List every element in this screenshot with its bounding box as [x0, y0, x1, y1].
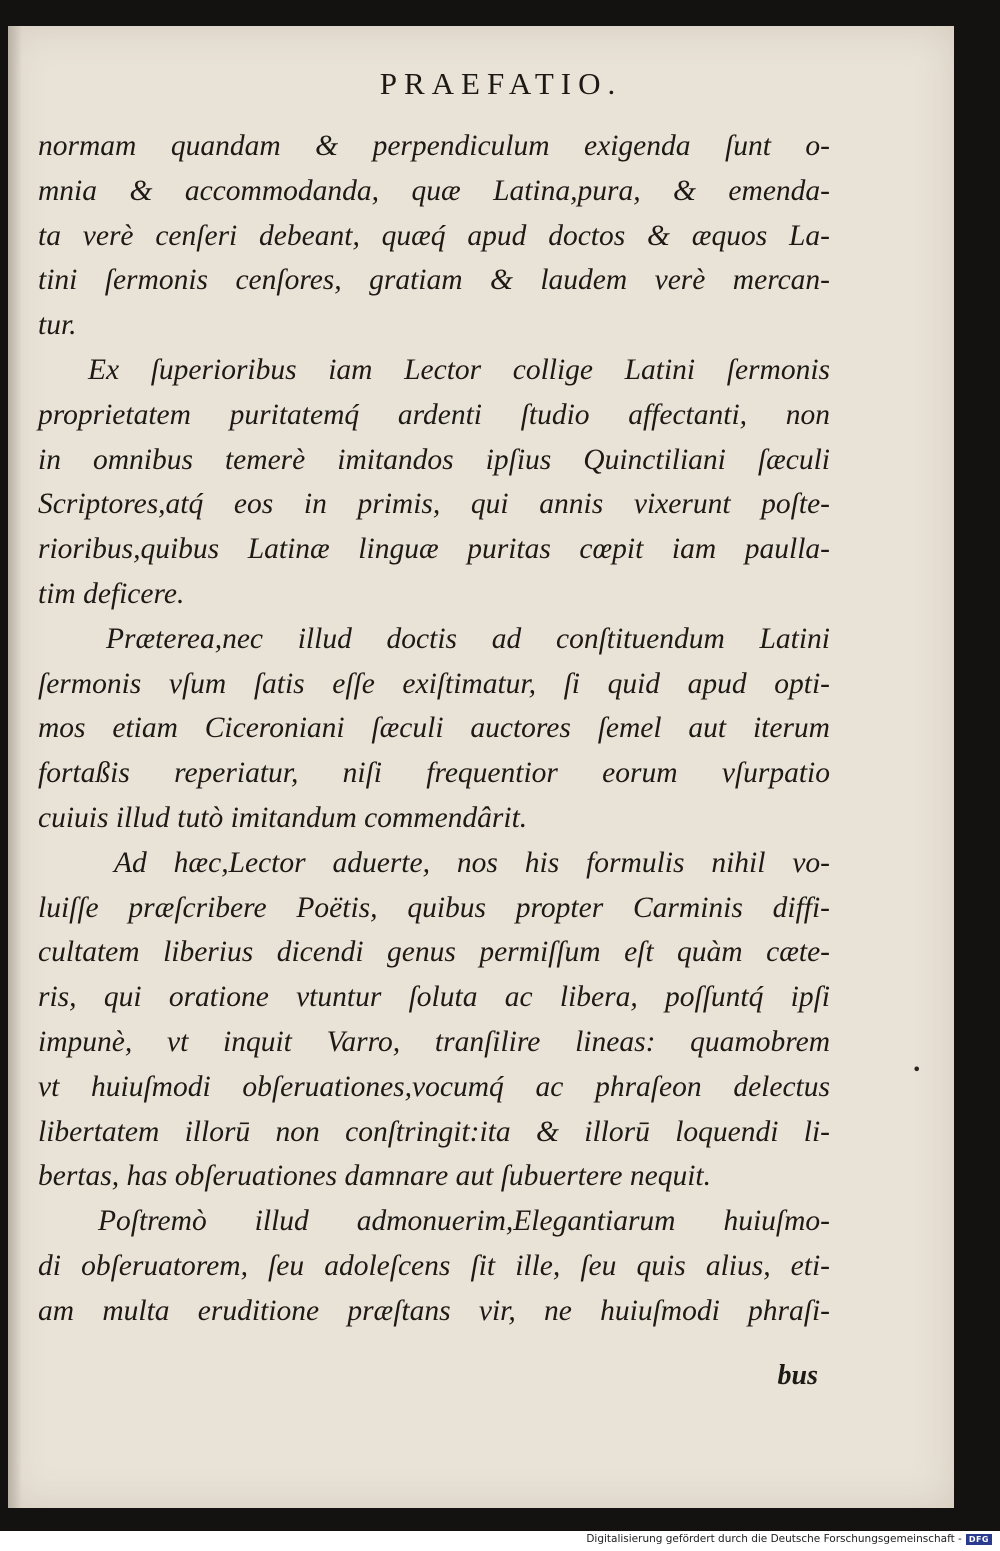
text-line: di obſeruatorem, ſeu adoleſcens ſit ille, ſeu quis alius, eti-	[38, 1249, 830, 1282]
text-line: Poſtremò illud admonuerim,Elegantiarum huiuſmo-	[98, 1205, 830, 1238]
dfg-logo: DFG	[966, 1534, 992, 1545]
text-line: in omnibus temerè imitandos ipſius Quinctiliani ſæculi	[38, 443, 830, 476]
funding-notice: Digitalisierung gefördert durch die Deutsche Forschungsgemeinschaft -	[586, 1533, 962, 1545]
book-page	[8, 26, 954, 1508]
text-line: mos etiam Ciceroniani ſæculi auctores ſemel aut iterum	[38, 712, 830, 745]
text-line: ris, qui oratione vtuntur ſoluta ac libera, poſſuntq́ ipſi	[38, 981, 830, 1014]
text-line: tur.	[38, 309, 77, 342]
text-line: proprietatem puritatemq́ ardenti ſtudio affectanti, non	[38, 398, 830, 431]
page-binding-shadow	[8, 26, 22, 1508]
page-body	[38, 124, 830, 1334]
text-line: libertatem illorū non conſtringit:ita & illorū loquendi li-	[38, 1115, 830, 1148]
text-line: mnia & accommodanda, quæ Latina,pura, & emenda-	[38, 174, 830, 207]
catchword: bus	[777, 1360, 818, 1391]
text-line: Præterea,nec illud doctis ad conſtituendum Latini	[106, 622, 830, 655]
text-line: impunè, vt inquit Varro, tranſilire lineas: quamobrem	[38, 1025, 830, 1058]
text-line: tim deficere.	[38, 577, 185, 610]
text-line: ta verè cenſeri debeant, quæq́ apud doctos & æquos La-	[38, 219, 830, 252]
page-header: PRAEFATIO.	[379, 66, 623, 101]
text-line: bertas, has obſeruationes damnare aut ſubuertere nequit.	[38, 1160, 711, 1193]
text-line: luiſſe præſcribere Poëtis, quibus propter Carminis diffi-	[38, 891, 830, 924]
text-line: Scriptores,atq́ eos in primis, qui annis vixerunt poſte-	[38, 488, 830, 521]
text-line: normam quandam & perpendiculum exigenda ſunt o-	[38, 130, 830, 162]
margin-mark: •	[912, 1060, 922, 1079]
text-line: cuiuis illud tutò imitandum commendârit.	[38, 801, 528, 834]
text-line: cultatem liberius dicendi genus permiſſum eſt quàm cæte-	[38, 936, 830, 969]
text-line: am multa eruditione præſtans vir, ne huiuſmodi phraſi-	[38, 1294, 830, 1327]
text-line: rioribus,quibus Latinæ linguæ puritas cœpit iam paulla-	[38, 533, 830, 566]
text-line: fortaßis reperiatur, niſi frequentior eorum vſurpatio	[38, 757, 830, 790]
text-line: Ex ſuperioribus iam Lector collige Latini ſermonis	[88, 353, 830, 386]
digitization-footer	[586, 1531, 992, 1547]
text-line: vt huiuſmodi obſeruationes,vocumq́ ac phraſeon delectus	[38, 1070, 830, 1103]
text-line: ſermonis vſum ſatis eſſe exiſtimatur, ſi quid apud opti-	[38, 667, 830, 700]
text-line: tini ſermonis cenſores, gratiam & laudem verè mercan-	[38, 264, 830, 297]
text-line: Ad hæc,Lector aduerte, nos his formulis nihil vo-	[114, 846, 830, 879]
